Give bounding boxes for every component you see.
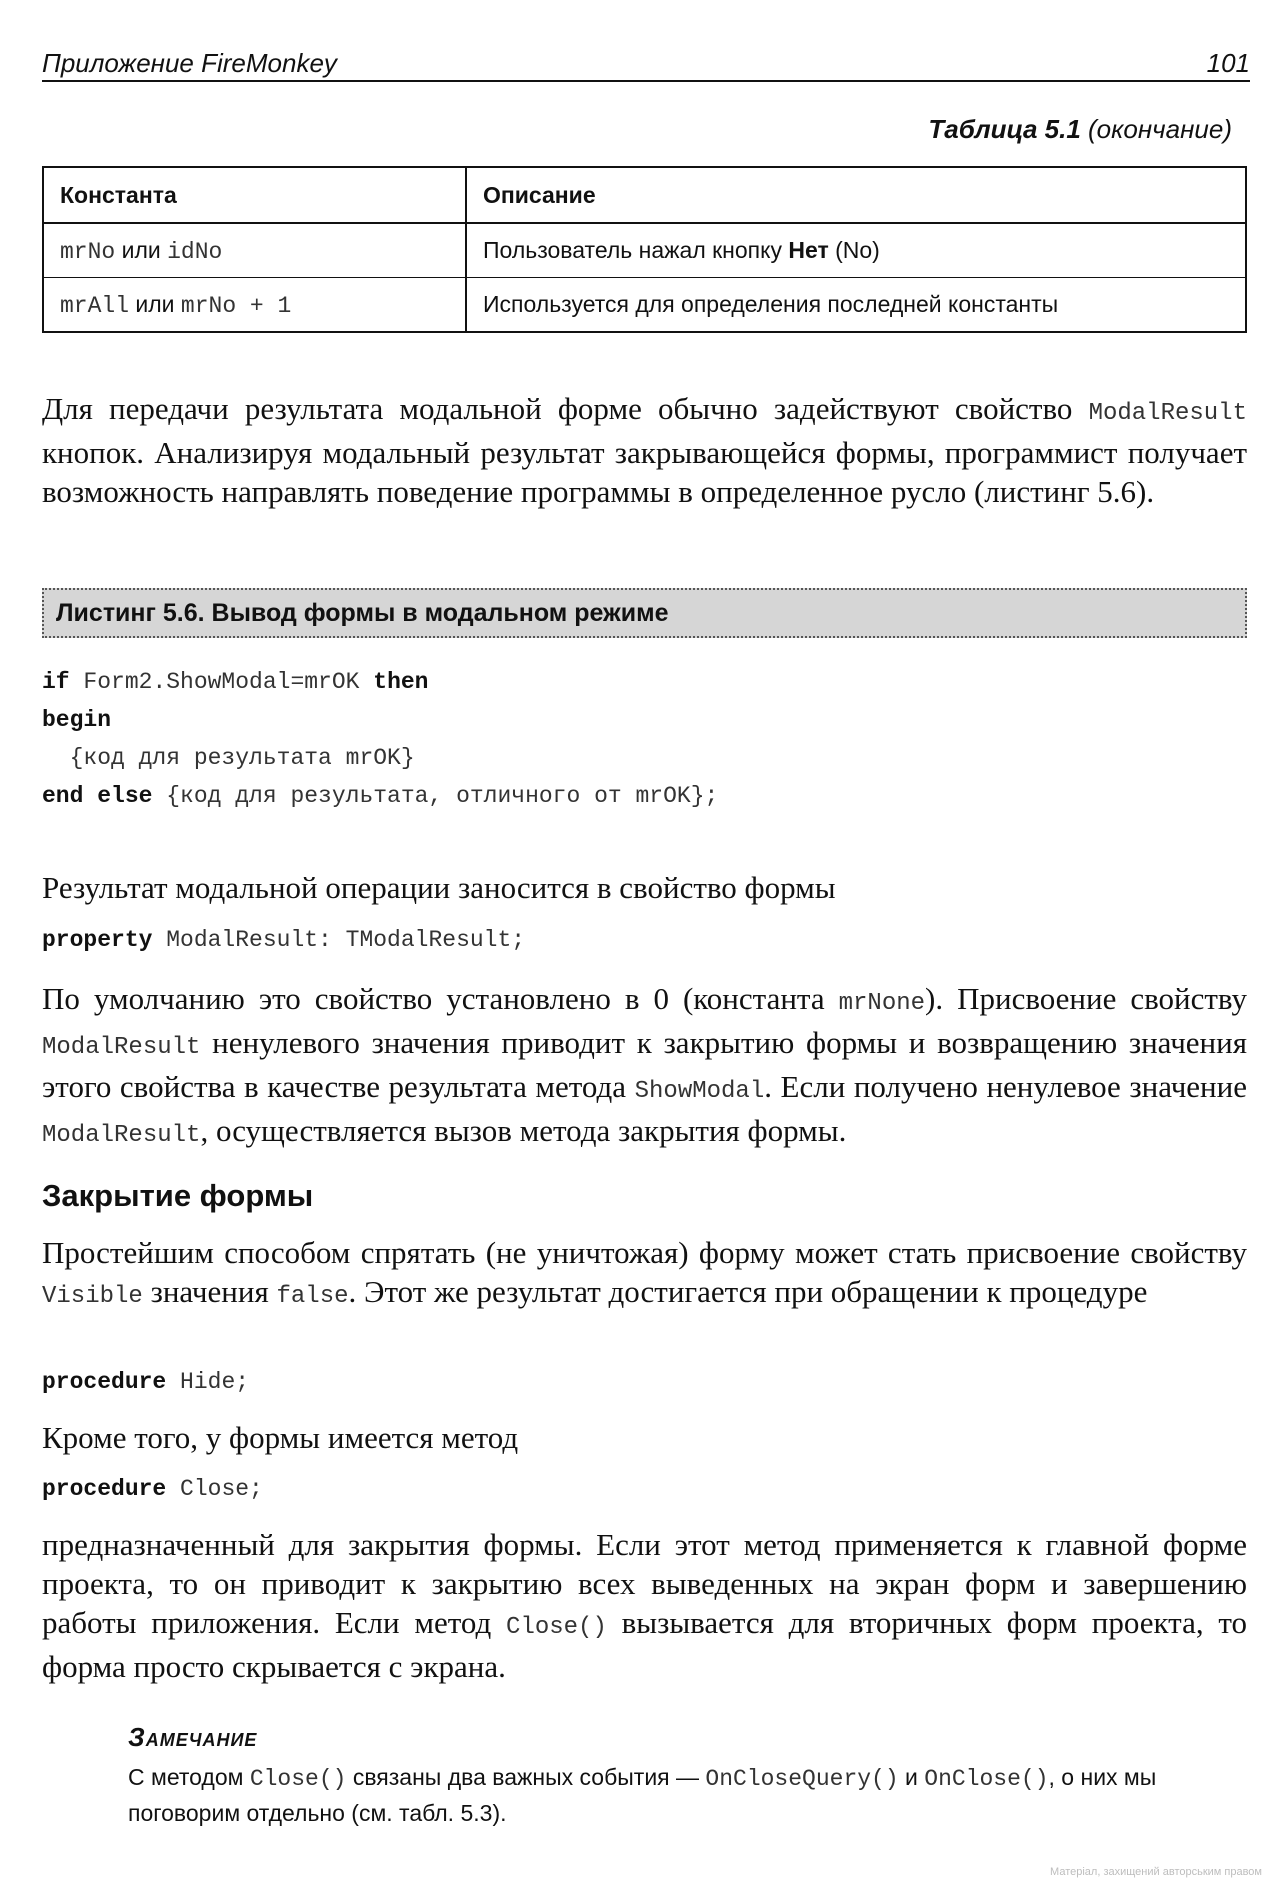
- paragraph-result: Результат модальной операции заносится в свойство формы: [42, 870, 836, 905]
- code-property: [42, 921, 525, 959]
- header-constant: Константа: [43, 167, 466, 223]
- description-cell: [466, 278, 1246, 333]
- section-heading: Закрытие формы: [42, 1178, 314, 1213]
- constant-code: mrNo + 1: [180, 292, 292, 319]
- code-text: {код для результата, отличного от mrOK};: [152, 783, 719, 809]
- table-caption-number: Таблица 5.1: [928, 114, 1081, 144]
- paragraph-hide: [42, 1233, 1247, 1316]
- code-close: [42, 1470, 263, 1508]
- text: ненулевого значения приводит к закрытию формы и возвращению значения этого свойства в качестве результата метода: [42, 1025, 1247, 1104]
- code-line: [42, 663, 718, 701]
- inline-code: OnClose(): [924, 1766, 1049, 1792]
- code-keyword: procedure: [42, 1476, 167, 1502]
- text: связаны два важных события —: [346, 1764, 706, 1790]
- code-keyword: then: [373, 669, 429, 695]
- text: предназначенный для закрытия формы. Если этот метод применяется к главной форме проекта, то он приводит к закрытию всех выведенных на экран форм и завершению работы приложения. Если метод: [42, 1527, 1247, 1640]
- text: и: [898, 1764, 925, 1790]
- running-header: [42, 44, 1250, 82]
- inline-code: OnCloseQuery(): [705, 1766, 899, 1792]
- paragraph-modal-result: [42, 389, 1247, 511]
- description-cell: [466, 223, 1246, 278]
- note-body: [128, 1760, 1248, 1830]
- constant-separator: или: [115, 236, 168, 263]
- text: значения: [142, 1274, 277, 1309]
- description-text: Пользователь нажал кнопку: [483, 237, 789, 263]
- code-text: Close;: [166, 1476, 263, 1502]
- text: С методом: [128, 1764, 250, 1790]
- description-text: (No): [828, 237, 880, 263]
- constant-cell: [43, 278, 466, 333]
- inline-code: mrNone: [838, 990, 926, 1017]
- text: ). Присвоение свойству: [925, 981, 1247, 1016]
- inline-code: Visible: [42, 1283, 143, 1310]
- text: , о них мы поговорим отдельно (см. табл. 5.3).: [128, 1764, 1157, 1826]
- text: . Этот же результат достигается при обращении к процедуре: [348, 1274, 1148, 1309]
- constant-code: idNo: [167, 238, 223, 265]
- constants-table: [42, 166, 1247, 333]
- note-title: Замечание: [128, 1722, 258, 1752]
- text: кнопок. Анализируя модальный результат закрывающейся формы, программист получает возможность направлять поведение программы в определенное русло (листинг 5.6).: [42, 435, 1247, 509]
- code-keyword: if: [42, 669, 70, 695]
- listing-title: Листинг 5.6. Вывод формы в модальном режиме: [56, 599, 669, 627]
- paragraph-default: [42, 979, 1247, 1155]
- table-caption: [928, 114, 1232, 145]
- text: Простейшим способом спрятать (не уничтожая) форму может стать присвоение свойству: [42, 1235, 1247, 1270]
- code-text: ModalResult: TModalResult;: [152, 927, 526, 953]
- inline-code: ModalResult: [42, 1034, 201, 1061]
- code-text: Form2.ShowModal=mrOK: [69, 669, 374, 695]
- page-number: 101: [1206, 48, 1250, 78]
- header-description: Описание: [466, 167, 1246, 223]
- code-line: [42, 777, 718, 815]
- copyright-watermark: Матеріал, захищений авторським правом: [1050, 1866, 1262, 1878]
- paragraph-close: [42, 1525, 1247, 1686]
- table-caption-note: (окончание): [1080, 114, 1232, 144]
- inline-code: false: [276, 1283, 349, 1310]
- code-keyword: property: [42, 927, 153, 953]
- code-keyword: end else: [42, 783, 153, 809]
- text: , осуществляется вызов метода закрытия формы.: [200, 1113, 847, 1148]
- inline-code: ModalResult: [42, 1122, 201, 1149]
- inline-code: Close(): [506, 1614, 607, 1641]
- description-text: Используется для определения последней константы: [483, 291, 1059, 317]
- table-row: [43, 223, 1246, 278]
- constant-separator: или: [129, 290, 181, 317]
- inline-code: ShowModal: [634, 1078, 765, 1105]
- constant-code: mrAll: [60, 292, 130, 319]
- code-hide: [42, 1363, 249, 1401]
- description-bold: Нет: [788, 237, 829, 263]
- table-row: [43, 278, 1246, 333]
- header-title: Приложение FireMonkey: [42, 48, 337, 78]
- listing-code: [42, 663, 718, 815]
- table-header-row: [43, 167, 1246, 223]
- constant-code: mrNo: [60, 238, 116, 265]
- text: Для передачи результата модальной форме обычно задействуют свойство: [42, 391, 1089, 426]
- text: вызывается для вторичных форм проекта, то форма просто скрывается с экрана.: [42, 1605, 1247, 1684]
- constant-cell: [43, 223, 466, 278]
- code-line: {код для результата mrOK}: [42, 745, 415, 771]
- code-line: [42, 701, 718, 739]
- listing-title-bar: [42, 588, 1247, 638]
- code-text: Hide;: [166, 1369, 250, 1395]
- paragraph-close-intro: Кроме того, у формы имеется метод: [42, 1420, 519, 1455]
- inline-code: Close(): [249, 1766, 347, 1792]
- code-keyword: procedure: [42, 1369, 167, 1395]
- inline-code: ModalResult: [1088, 400, 1247, 427]
- text: . Если получено ненулевое значение: [764, 1069, 1247, 1104]
- code-keyword: begin: [42, 707, 112, 733]
- text: По умолчанию это свойство установлено в 0 (константа: [42, 981, 839, 1016]
